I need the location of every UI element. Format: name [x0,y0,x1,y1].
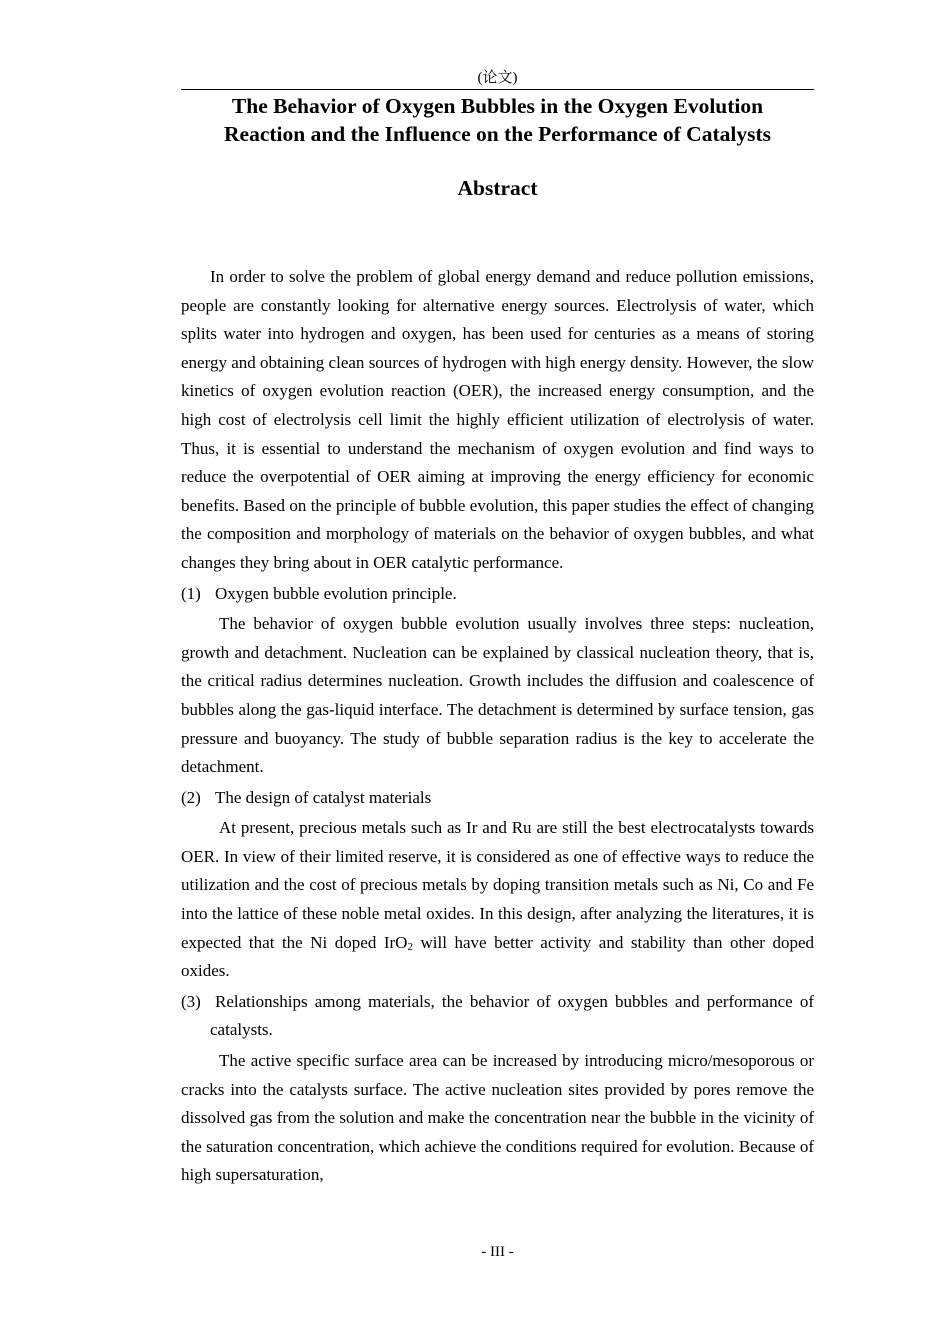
abstract-heading: Abstract [457,176,538,200]
section-3-number: (3) [181,991,201,1011]
section-2-paragraph [181,814,814,986]
section-1-heading [181,580,814,609]
header-rule [181,89,814,90]
page-number: - III - [481,1244,514,1260]
paper-title-line-2: Reaction and the Influence on the Performance of Catalysts [224,122,771,146]
intro-paragraph: In order to solve the problem of global energy demand and reduce pollution emissions, people are constantly looking for alternative energy sources. Electrolysis of water, which splits water into hydrogen and oxygen, has been used for centuries as a means of storing energy and obtaining clean sources of hydrogen with high energy density. However, the slow kinetics of oxygen evolution reaction (OER), the increased energy consumption, and the high cost of electrolysis cell limit the highly efficient utilization of electrolysis of water. Thus, it is essential to understand the mechanism of oxygen evolution and find ways to reduce the overpotential of OER aiming at improving the energy efficiency for economic benefits. Based on the principle of bubble evolution, this paper studies the effect of changing the composition and morphology of materials on the behavior of oxygen bubbles, and what changes they bring about in OER catalytic performance. [181,267,814,572]
abstract-body [181,263,814,1190]
section-3-paragraph: The active specific surface area can be increased by introducing micro/mesoporous or cracks into the catalysts surface. The active nucleation sites provided by pores remove the dissolved gas from the solution and make the concentration near the bubble in the vicinity of the saturation concentration, which achieve the conditions required for evolution. Because of high supersaturation, [181,1051,814,1185]
paper-title-line-1: The Behavior of Oxygen Bubbles in the Oxygen Evolution [231,94,764,118]
section-2-heading [181,784,814,813]
section-1-number: (1) [181,583,201,603]
document-page [181,0,814,1344]
section-2-text-before-formula: At present, precious metals such as Ir and Ru are still the best electrocatalysts towards OER. In view of their limited reserve, it is considered as one of effective ways to reduce the utilization and the cost of precious metals by doping transition metals such as Ni, Co and Fe into the lattice of these noble metal oxides. In this design, after analyzing the literatures, it is expected that the Ni doped IrO [181,818,814,952]
section-1-paragraph: The behavior of oxygen bubble evolution usually involves three steps: nucleation, growth and detachment. Nucleation can be explained by classical nucleation theory, that is, the critical radius determines nucleation. Growth includes the diffusion and coalescence of bubbles along the gas-liquid interface. The detachment is determined by surface tension, gas pressure and buoyancy. The study of bubble separation radius is the key to accelerate the detachment. [181,614,814,777]
section-3-title: Relationships among materials, the behavior of oxygen bubbles and performance of catalysts. [210,991,814,1040]
section-3-heading [181,988,814,1045]
section-2-title: The design of catalyst materials [215,787,432,807]
paper-title [181,92,814,148]
section-2-number: (2) [181,787,201,807]
section-2-text-after-formula: will have better activity and stability than other doped oxides. [181,932,814,981]
running-header: (论文) [477,70,518,86]
section-1-title: Oxygen bubble evolution principle. [215,583,457,603]
formula-subscript: 2 [407,940,413,953]
